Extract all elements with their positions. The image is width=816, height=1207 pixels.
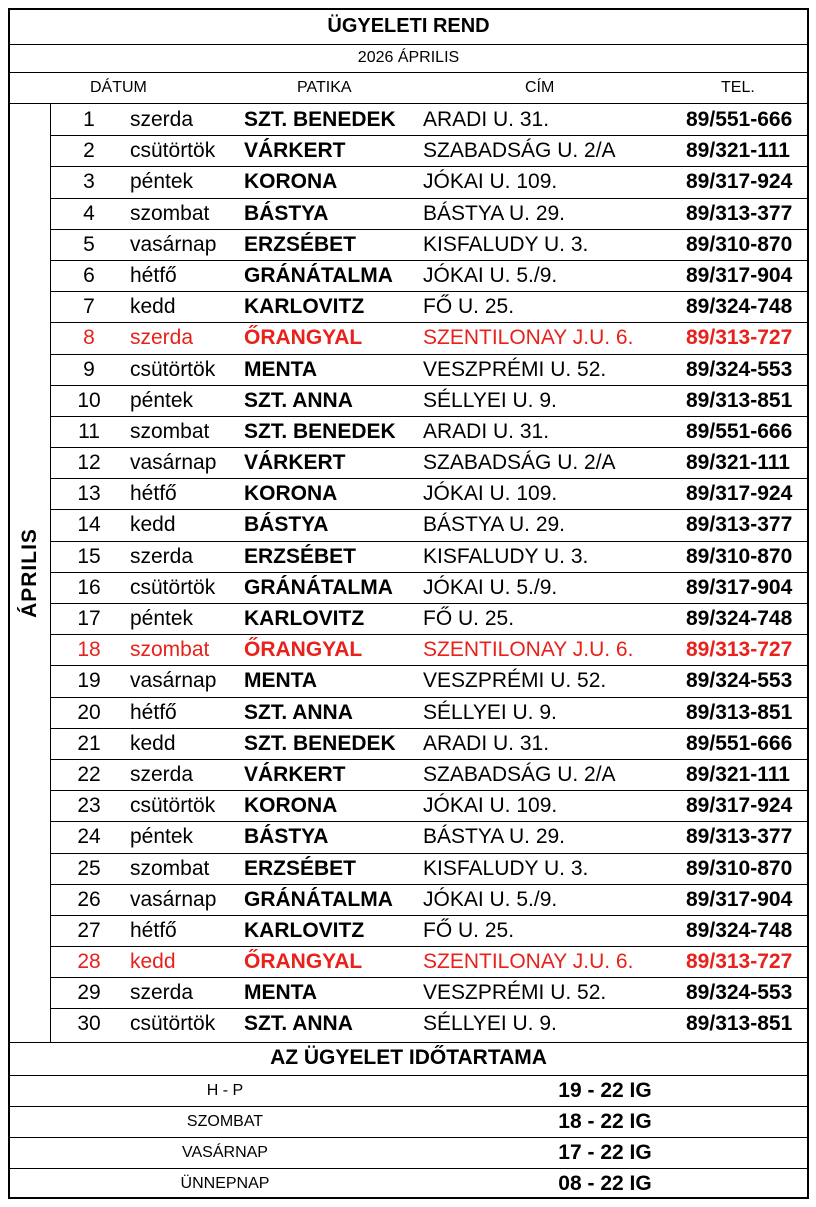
divider — [10, 103, 807, 104]
weekday-cell: csütörtök — [130, 1012, 216, 1036]
address-cell: BÁSTYA U. 29. — [423, 513, 566, 537]
pharmacy-cell: ŐRANGYAL — [244, 950, 363, 974]
address-cell: SZENTILONAY J.U. 6. — [423, 326, 634, 350]
weekday-cell: szerda — [130, 326, 194, 350]
table-row — [51, 292, 807, 323]
table-row — [51, 635, 807, 666]
duration-value: 17 - 22 IG — [558, 1141, 652, 1164]
weekday-cell: vasárnap — [130, 669, 217, 693]
phone-cell: 89/321-111 — [686, 139, 790, 163]
pharmacy-cell: BÁSTYA — [244, 513, 329, 537]
date-cell: 13 — [77, 482, 101, 506]
phone-cell: 89/324-748 — [686, 607, 793, 630]
date-cell: 1 — [83, 108, 95, 131]
date-cell: 16 — [77, 575, 101, 599]
pharmacy-cell: KARLOVITZ — [244, 295, 365, 319]
date-cell: 25 — [77, 856, 101, 880]
table-row — [51, 105, 807, 136]
weekday-cell: hétfő — [130, 918, 177, 942]
address-cell: ARADI U. 31. — [423, 108, 550, 131]
address-cell: ARADI U. 31. — [423, 419, 550, 443]
weekday-cell: szombat — [130, 419, 210, 443]
pharmacy-cell: MENTA — [244, 357, 318, 381]
month-label — [10, 104, 51, 1042]
table-row — [51, 230, 807, 261]
weekday-cell: vasárnap — [130, 887, 217, 911]
date-cell: 24 — [77, 825, 101, 849]
table-row — [51, 885, 807, 916]
column-header-pharmacy: PATIKA — [297, 79, 352, 96]
date-cell: 2 — [83, 139, 95, 163]
address-cell: ARADI U. 31. — [423, 731, 550, 755]
address-cell: JÓKAI U. 5./9. — [423, 887, 558, 911]
date-cell: 11 — [78, 419, 100, 443]
pharmacy-cell: ERZSÉBET — [244, 544, 357, 568]
phone-cell: 89/313-727 — [686, 326, 793, 350]
date-cell: 18 — [77, 638, 101, 662]
pharmacy-cell: BÁSTYA — [244, 201, 329, 225]
date-cell: 30 — [77, 1012, 101, 1036]
date-cell: 12 — [77, 451, 101, 475]
phone-cell: 89/313-851 — [686, 700, 793, 724]
date-cell: 3 — [83, 170, 95, 194]
address-cell: FŐ U. 25. — [423, 607, 515, 630]
weekday-cell: csütörtök — [130, 794, 216, 818]
date-cell: 23 — [77, 794, 101, 818]
pharmacy-cell: MENTA — [244, 981, 318, 1005]
weekday-cell: szerda — [130, 544, 194, 568]
pharmacy-cell: SZT. BENEDEK — [244, 108, 396, 131]
address-cell: BÁSTYA U. 29. — [423, 201, 566, 225]
pharmacy-cell: GRÁNÁTALMA — [244, 887, 393, 911]
duration-value: 18 - 22 IG — [558, 1110, 652, 1133]
address-cell: SÉLLYEI U. 9. — [423, 1012, 557, 1036]
address-cell: KISFALUDY U. 3. — [423, 856, 589, 880]
address-cell: SZENTILONAY J.U. 6. — [423, 950, 634, 974]
pharmacy-cell: VÁRKERT — [244, 139, 346, 163]
phone-cell: 89/324-553 — [686, 981, 793, 1005]
weekday-cell: hétfő — [130, 482, 177, 506]
table-row — [51, 947, 807, 978]
table-row — [51, 791, 807, 822]
address-cell: SÉLLYEI U. 9. — [423, 388, 557, 412]
pharmacy-cell: KARLOVITZ — [244, 918, 365, 942]
pharmacy-cell: SZT. BENEDEK — [244, 731, 396, 755]
weekday-cell: szombat — [130, 201, 210, 225]
table-row — [51, 261, 807, 292]
phone-cell: 89/313-377 — [686, 825, 793, 849]
date-cell: 14 — [77, 513, 101, 537]
table-row — [51, 729, 807, 760]
pharmacy-cell: SZT. ANNA — [244, 700, 353, 724]
address-cell: SZABADSÁG U. 2/A — [423, 139, 616, 163]
phone-cell: 89/313-727 — [686, 638, 793, 662]
table-row — [51, 604, 807, 635]
address-cell: VESZPRÉMI U. 52. — [423, 981, 607, 1005]
table-row — [51, 542, 807, 573]
pharmacy-cell: KORONA — [244, 482, 338, 506]
weekday-cell: vasárnap — [130, 451, 217, 475]
date-cell: 8 — [83, 326, 95, 350]
phone-cell: 89/321-111 — [686, 451, 790, 475]
table-row — [51, 916, 807, 947]
duration-row — [10, 1169, 807, 1200]
table-row — [51, 978, 807, 1009]
duration-label: H - P — [206, 1082, 244, 1099]
date-cell: 21 — [77, 731, 101, 755]
date-cell: 26 — [77, 887, 101, 911]
month-label-text: ÁPRILIS — [18, 528, 41, 618]
weekday-cell: péntek — [130, 170, 194, 194]
phone-cell: 89/310-870 — [686, 232, 793, 256]
schedule-rows — [51, 105, 807, 1041]
weekday-cell: hétfő — [130, 700, 177, 724]
phone-cell: 89/551-666 — [686, 731, 793, 755]
date-cell: 20 — [77, 700, 101, 724]
table-row — [51, 510, 807, 541]
pharmacy-cell: GRÁNÁTALMA — [244, 263, 393, 287]
weekday-cell: szerda — [130, 981, 194, 1005]
table-row — [51, 323, 807, 354]
date-cell: 22 — [77, 762, 101, 786]
weekday-cell: péntek — [130, 607, 194, 630]
pharmacy-cell: VÁRKERT — [244, 451, 346, 475]
weekday-cell: péntek — [130, 388, 194, 412]
page-title: ÜGYELETI REND — [327, 15, 490, 37]
address-cell: FŐ U. 25. — [423, 295, 515, 319]
date-cell: 19 — [77, 669, 101, 693]
table-row — [51, 479, 807, 510]
pharmacy-cell: SZT. ANNA — [244, 388, 353, 412]
phone-cell: 89/317-924 — [686, 794, 793, 818]
weekday-cell: csütörtök — [130, 139, 216, 163]
phone-cell: 89/310-870 — [686, 544, 793, 568]
address-cell: JÓKAI U. 109. — [423, 170, 558, 194]
date-cell: 27 — [77, 918, 101, 942]
weekday-cell: szerda — [130, 108, 194, 131]
phone-cell: 89/317-924 — [686, 482, 793, 506]
address-cell: SZENTILONAY J.U. 6. — [423, 638, 634, 662]
table-row — [51, 698, 807, 729]
date-cell: 6 — [83, 263, 95, 287]
table-row — [51, 822, 807, 853]
duration-row — [10, 1107, 807, 1138]
pharmacy-cell: GRÁNÁTALMA — [244, 575, 393, 599]
pharmacy-cell: MENTA — [244, 669, 318, 693]
table-row — [51, 573, 807, 604]
duration-title: AZ ÜGYELET IDŐTARTAMA — [10, 1042, 807, 1076]
address-cell: KISFALUDY U. 3. — [423, 232, 589, 256]
phone-cell: 89/317-904 — [686, 575, 793, 599]
phone-cell: 89/313-377 — [686, 513, 793, 537]
weekday-cell: kedd — [130, 513, 176, 537]
phone-cell: 89/324-553 — [686, 357, 793, 381]
weekday-cell: kedd — [130, 295, 176, 319]
date-cell: 4 — [83, 201, 95, 225]
table-row — [51, 355, 807, 386]
phone-cell: 89/324-748 — [686, 295, 793, 319]
phone-cell: 89/317-904 — [686, 263, 793, 287]
duration-label: VASÁRNAP — [182, 1144, 268, 1161]
column-header-phone: TEL. — [721, 79, 755, 96]
pharmacy-cell: KARLOVITZ — [244, 607, 365, 630]
table-row — [51, 136, 807, 167]
weekday-cell: szombat — [130, 856, 210, 880]
phone-cell: 89/317-924 — [686, 170, 793, 194]
phone-cell: 89/313-851 — [686, 1012, 793, 1036]
divider — [10, 72, 807, 73]
date-cell: 7 — [83, 295, 95, 319]
table-row — [51, 167, 807, 198]
phone-cell: 89/551-666 — [686, 108, 793, 131]
address-cell: SZABADSÁG U. 2/A — [423, 762, 616, 786]
table-row — [51, 666, 807, 697]
duration-label: ÜNNEPNAP — [180, 1175, 270, 1192]
table-row — [51, 417, 807, 448]
weekday-cell: vasárnap — [130, 232, 217, 256]
date-cell: 15 — [77, 544, 101, 568]
phone-cell: 89/310-870 — [686, 856, 793, 880]
address-cell: BÁSTYA U. 29. — [423, 825, 566, 849]
table-row — [51, 854, 807, 885]
weekday-cell: hétfő — [130, 263, 177, 287]
date-cell: 5 — [83, 232, 95, 256]
address-cell: JÓKAI U. 109. — [423, 794, 558, 818]
schedule-table — [8, 8, 809, 1199]
date-cell: 9 — [83, 357, 95, 381]
pharmacy-cell: SZT. ANNA — [244, 1012, 353, 1036]
address-cell: JÓKAI U. 5./9. — [423, 575, 558, 599]
table-row — [51, 386, 807, 417]
address-cell: VESZPRÉMI U. 52. — [423, 357, 607, 381]
pharmacy-cell: KORONA — [244, 794, 338, 818]
address-cell: SZABADSÁG U. 2/A — [423, 451, 616, 475]
phone-cell: 89/317-904 — [686, 887, 793, 911]
pharmacy-cell: KORONA — [244, 170, 338, 194]
address-cell: JÓKAI U. 109. — [423, 482, 558, 506]
table-row — [51, 199, 807, 230]
pharmacy-cell: SZT. BENEDEK — [244, 419, 396, 443]
duration-label: SZOMBAT — [186, 1113, 264, 1130]
pharmacy-cell: ŐRANGYAL — [244, 326, 363, 350]
phone-cell: 89/324-553 — [686, 669, 793, 693]
duration-value: 19 - 22 IG — [558, 1079, 652, 1102]
date-cell: 10 — [77, 388, 101, 412]
duration-value: 08 - 22 IG — [558, 1172, 652, 1195]
pharmacy-cell: ERZSÉBET — [244, 856, 357, 880]
phone-cell: 89/313-377 — [686, 201, 793, 225]
weekday-cell: csütörtök — [130, 575, 216, 599]
address-cell: KISFALUDY U. 3. — [423, 544, 589, 568]
address-cell: JÓKAI U. 5./9. — [423, 263, 558, 287]
date-cell: 29 — [77, 981, 101, 1005]
pharmacy-cell: BÁSTYA — [244, 825, 329, 849]
weekday-cell: csütörtök — [130, 357, 216, 381]
address-cell: VESZPRÉMI U. 52. — [423, 669, 607, 693]
phone-cell: 89/324-748 — [686, 918, 793, 942]
weekday-cell: péntek — [130, 825, 194, 849]
column-header-date: DÁTUM — [90, 79, 147, 96]
table-row — [51, 448, 807, 479]
pharmacy-cell: ERZSÉBET — [244, 232, 357, 256]
address-cell: SÉLLYEI U. 9. — [423, 700, 557, 724]
duration-row — [10, 1076, 807, 1107]
weekday-cell: kedd — [130, 731, 176, 755]
duration-row — [10, 1138, 807, 1169]
table-row — [51, 760, 807, 791]
address-cell: FŐ U. 25. — [423, 918, 515, 942]
weekday-cell: kedd — [130, 950, 176, 974]
phone-cell: 89/313-851 — [686, 388, 793, 412]
column-header-address: CÍM — [525, 79, 555, 96]
weekday-cell: szerda — [130, 762, 194, 786]
phone-cell: 89/313-727 — [686, 950, 793, 974]
pharmacy-cell: VÁRKERT — [244, 762, 346, 786]
phone-cell: 89/551-666 — [686, 419, 793, 443]
weekday-cell: szombat — [130, 638, 210, 662]
phone-cell: 89/321-111 — [686, 762, 790, 786]
table-row — [51, 1009, 807, 1040]
date-cell: 28 — [77, 950, 101, 974]
pharmacy-cell: ŐRANGYAL — [244, 638, 363, 662]
page-subtitle: 2026 ÁPRILIS — [357, 49, 460, 66]
date-cell: 17 — [77, 607, 101, 630]
